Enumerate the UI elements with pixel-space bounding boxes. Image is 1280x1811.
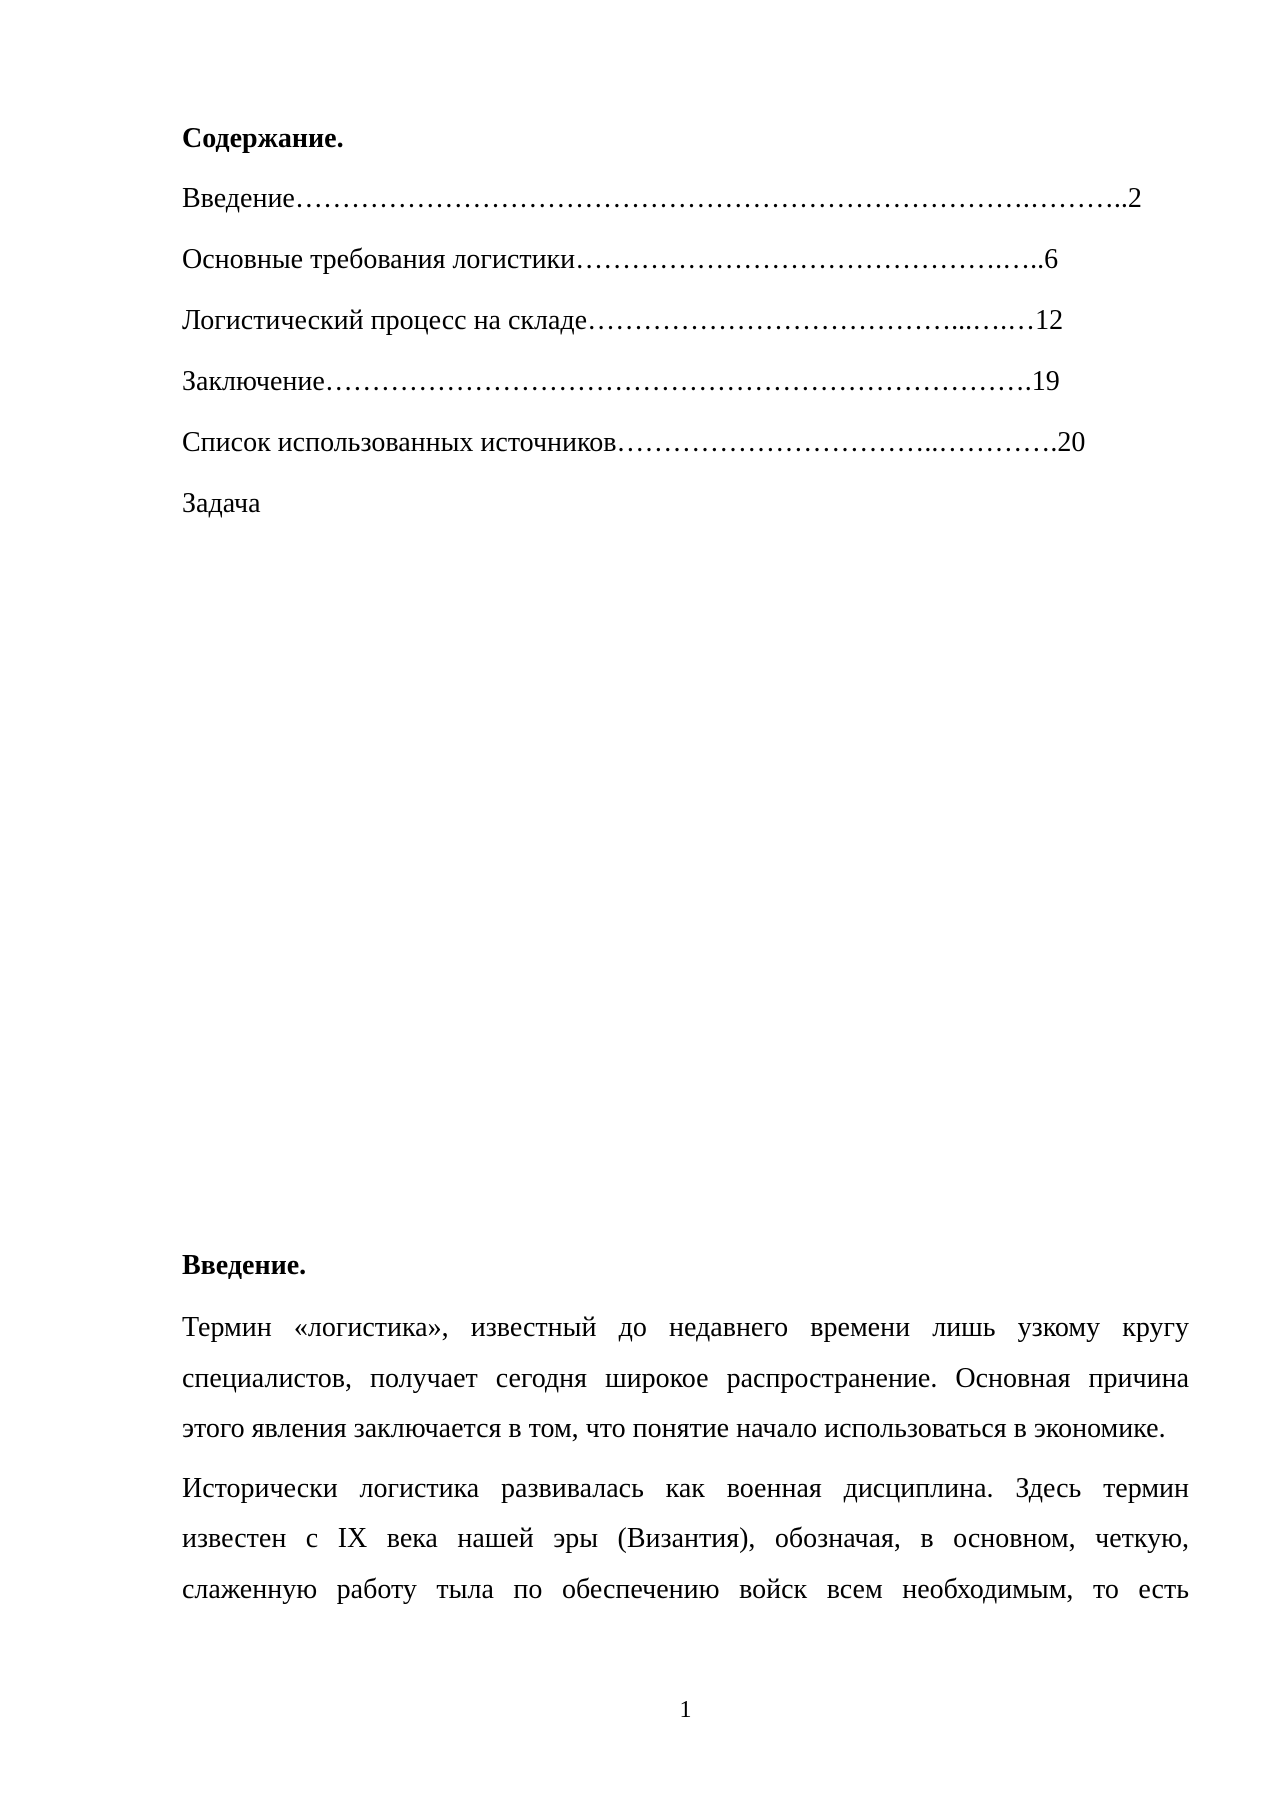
toc-entry-warehouse-process: Логистический процесс на складе…………………………………...….…12 [182, 305, 1064, 336]
introduction-section [182, 1245, 1189, 1624]
page-number: 1 [679, 1697, 692, 1723]
toc-entry-sources: Список использованных источников……………………………..………….20 [182, 427, 1086, 458]
table-of-contents [182, 118, 1189, 544]
toc-entry-introduction: Введение…………………………………………………………………….………..2 [182, 183, 1142, 214]
toc-heading: Содержание. [182, 123, 344, 154]
toc-entry-conclusion: Заключение………………………………………………………………….19 [182, 366, 1060, 397]
toc-entry-logistics-requirements: Основные требования логистики……………………………………….…..6 [182, 244, 1059, 275]
toc-entry-task: Задача [182, 488, 261, 519]
introduction-heading: Введение. [182, 1250, 307, 1281]
introduction-paragraph: Исторически логистика развивалась как военная дисциплина. Здесь термин известен с IX века нашей эры (Византия), обозначая, в основном, четкую, слаженную работу тыла по обеспечению войск всем необходимым, то есть [182, 1472, 1189, 1605]
introduction-paragraph: Термин «логистика», известный до недавнего времени лишь узкому кругу специалистов, получает сегодня широкое распространение. Основная причина этого явления заключается в том, что понятие начало использоваться в экономике. [182, 1312, 1189, 1444]
